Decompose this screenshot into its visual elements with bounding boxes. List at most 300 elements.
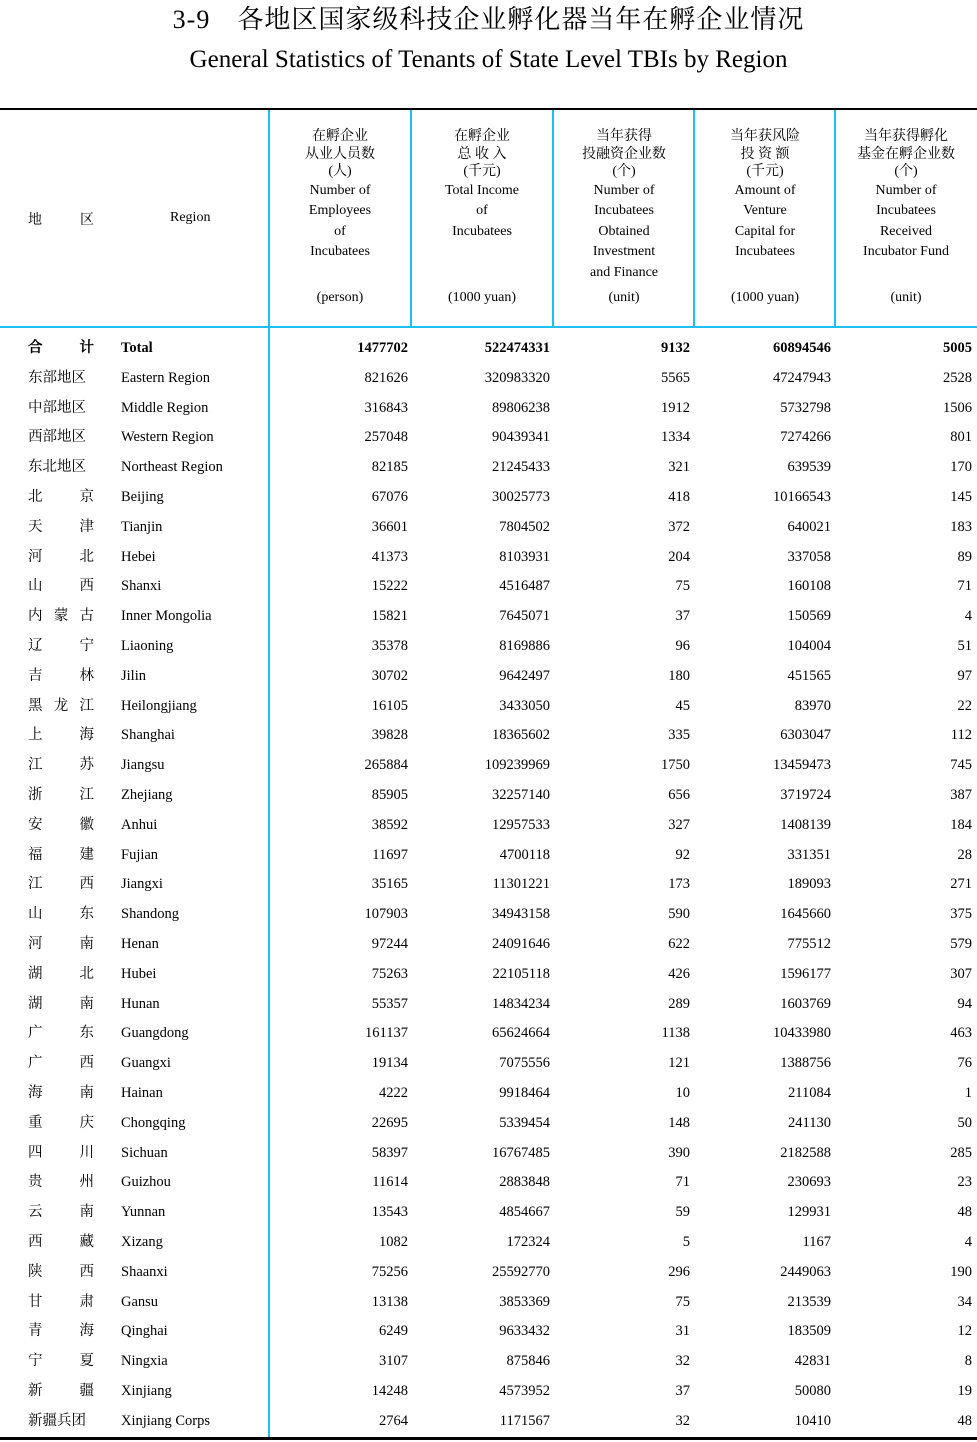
table-row [0, 1018, 977, 1048]
region-cn-text: 宁 [28, 1353, 43, 1370]
region-cn-text: 京 [79, 489, 94, 505]
column-header-en-line: Capital for [734, 223, 796, 239]
cell-value: 75 [675, 1293, 690, 1310]
column-header-en-line: Number of [593, 182, 655, 198]
region-en: Ningxia [121, 1353, 168, 1370]
region-cn-text: 广 [28, 1055, 43, 1072]
cell-value: 7075556 [499, 1055, 550, 1072]
region-cn-text: 东北地区 [28, 459, 86, 476]
region-cn [28, 1048, 94, 1078]
table-row [0, 1346, 977, 1376]
cell-value: 1 [964, 1085, 972, 1101]
region-cn-text: 津 [79, 518, 94, 535]
region-cn-text: 河 [28, 936, 43, 952]
region-cn-text: 东 [79, 1025, 94, 1042]
region-cn-text: 庆 [79, 1114, 94, 1131]
cell-value: 65624664 [492, 1025, 550, 1042]
cell-value: 320983320 [484, 369, 550, 386]
region-en: Western Region [121, 429, 214, 446]
cell-value: 9132 [661, 340, 690, 356]
cell-value: 21245433 [492, 459, 550, 476]
region-cn [28, 840, 94, 870]
cell-value: 37 [675, 608, 690, 625]
region-en: Guizhou [121, 1174, 171, 1191]
table-row [0, 780, 977, 810]
cell-value: 656 [668, 787, 690, 803]
cell-value: 5 [682, 1234, 690, 1250]
region-en: Yunnan [121, 1204, 166, 1221]
cell-value: 15821 [371, 608, 408, 625]
table-row [0, 542, 977, 572]
cell-value: 1603769 [780, 995, 831, 1012]
region-cn [28, 989, 94, 1019]
region-cn [28, 959, 94, 989]
table-row [0, 1316, 977, 1346]
region-en: Hunan [121, 995, 160, 1012]
cell-value: 172324 [506, 1234, 550, 1250]
header-region-cn-char: 区 [80, 213, 94, 228]
region-cn [28, 1227, 94, 1257]
region-cn [28, 929, 94, 959]
region-cn-text: 山 [28, 578, 43, 595]
cell-value: 1334 [661, 429, 690, 446]
region-cn-text: 苏 [79, 757, 94, 774]
region-cn [28, 1406, 94, 1436]
region-cn-text: 浙 [28, 787, 43, 803]
cell-value: 375 [950, 906, 972, 923]
region-cn [28, 899, 94, 929]
region-en: Hebei [121, 548, 156, 565]
region-cn-text: 广 [28, 1025, 43, 1042]
cell-value: 22 [957, 697, 972, 714]
column-header-unit: (1000 yuan) [447, 290, 517, 305]
table-row [0, 840, 977, 870]
region-cn-text: 中部地区 [28, 399, 86, 416]
cell-value: 190 [950, 1263, 972, 1280]
table-row [0, 1078, 977, 1108]
cell-value: 5005 [943, 340, 972, 356]
cell-value: 418 [668, 489, 690, 505]
cell-value: 3853369 [499, 1293, 550, 1310]
cell-value: 189093 [787, 876, 831, 893]
cell-value: 170 [950, 459, 972, 476]
region-cn-text: 肃 [79, 1293, 94, 1310]
table-row [0, 720, 977, 750]
cell-value: 241130 [788, 1114, 831, 1131]
cell-value: 59 [675, 1204, 690, 1221]
region-cn-text: 西部地区 [28, 429, 86, 446]
region-cn-text: 北 [28, 489, 43, 505]
cell-value: 109239969 [484, 757, 550, 774]
cell-value: 104004 [787, 638, 831, 654]
cell-value: 213539 [787, 1293, 831, 1310]
region-en: Jiangsu [121, 757, 165, 774]
column-header-en-line: Investment [592, 244, 656, 259]
column-header-en-line: Number of [309, 182, 371, 198]
region-cn [28, 482, 94, 512]
region-cn-text: 南 [79, 936, 94, 952]
region-cn-text: 黑 [28, 697, 43, 714]
region-cn-text: 川 [79, 1144, 94, 1161]
cell-value: 32257140 [492, 787, 550, 803]
column-header-en-line: Total Income [444, 182, 520, 198]
region-en: Henan [121, 936, 159, 952]
cell-value: 4 [964, 1234, 972, 1250]
cell-value: 775512 [787, 936, 831, 952]
region-cn [28, 750, 94, 780]
cell-value: 14834234 [492, 995, 550, 1012]
region-en: Heilongjiang [121, 697, 197, 714]
cell-value: 85905 [371, 787, 408, 803]
table-row [0, 929, 977, 959]
region-cn [28, 780, 94, 810]
cell-value: 35165 [371, 876, 408, 893]
region-cn-text: 安 [28, 816, 43, 833]
cell-value: 96 [675, 638, 690, 654]
region-en: Jilin [121, 667, 146, 684]
table-row [0, 959, 977, 989]
cell-value: 9918464 [499, 1085, 550, 1101]
region-en: Jiangxi [121, 876, 163, 893]
column-header [412, 128, 552, 305]
table-row [0, 1406, 977, 1436]
cell-value: 67076 [371, 489, 408, 505]
region-cn-text: 云 [28, 1204, 43, 1221]
region-cn [28, 1376, 94, 1406]
column-header [836, 128, 976, 305]
column-header-unit: (1000 yuan) [730, 290, 800, 305]
column-header-cn-line: 当年获风险 [730, 129, 800, 144]
cell-value: 75 [675, 578, 690, 595]
region-cn [28, 601, 94, 631]
column-header [270, 128, 410, 305]
cell-value: 5732798 [780, 399, 831, 416]
cell-value: 148 [668, 1114, 690, 1131]
region-en: Chongqing [121, 1114, 186, 1131]
region-en: Tianjin [121, 518, 163, 535]
cell-value: 37 [675, 1383, 690, 1399]
column-header-cn-line: 投融资企业数 [582, 146, 666, 162]
cell-value: 10 [675, 1085, 690, 1101]
table-row [0, 661, 977, 691]
cell-value: 2182588 [780, 1144, 831, 1161]
region-cn [28, 422, 94, 452]
table-bottom-rule [0, 1437, 977, 1440]
region-en: Middle Region [121, 399, 209, 416]
column-header-unit: (unit) [890, 290, 922, 305]
cell-value: 271 [950, 876, 972, 893]
cell-value: 4222 [379, 1085, 408, 1101]
cell-value: 426 [668, 965, 690, 982]
cell-value: 50 [957, 1114, 972, 1131]
table-row [0, 989, 977, 1019]
cell-value: 14248 [371, 1383, 408, 1399]
cell-value: 32 [675, 1412, 690, 1429]
cell-value: 12 [957, 1323, 972, 1340]
region-cn-text: 江 [79, 787, 94, 803]
cell-value: 8169886 [499, 638, 550, 654]
region-cn-text: 东 [79, 906, 94, 923]
region-cn-text: 建 [79, 846, 94, 863]
column-header-cn-line: 从业人员数 [305, 146, 375, 162]
region-en: Hubei [121, 965, 157, 982]
region-cn [28, 1018, 94, 1048]
cell-value: 1912 [661, 399, 690, 416]
cell-value: 337058 [787, 548, 831, 565]
page-title-en: General Statistics of Tenants of State Level TBIs by Region [189, 46, 788, 73]
cell-value: 15222 [371, 578, 408, 595]
cell-value: 1082 [379, 1234, 408, 1250]
region-cn [28, 1078, 94, 1108]
table-row [0, 571, 977, 601]
table-row [0, 1048, 977, 1078]
region-en: Sichuan [121, 1144, 168, 1161]
region-cn [28, 1197, 94, 1227]
page-title-cn: 3-9 各地区国家级科技企业孵化器当年在孵企业情况 [172, 5, 805, 34]
cell-value: 55357 [371, 995, 408, 1012]
cell-value: 25592770 [492, 1263, 550, 1280]
cell-value: 372 [668, 518, 690, 535]
cell-value: 38592 [371, 816, 408, 833]
cell-value: 47247943 [773, 369, 831, 386]
region-cn-text: 湖 [28, 965, 43, 982]
cell-value: 41373 [371, 548, 408, 565]
table-row [0, 393, 977, 423]
region-cn-text: 南 [79, 1204, 94, 1221]
region-cn-text: 江 [28, 757, 43, 774]
cell-value: 11614 [372, 1174, 408, 1191]
region-cn [28, 542, 94, 572]
region-en: Xinjiang [121, 1383, 172, 1399]
region-en: Hainan [121, 1085, 163, 1101]
region-cn-text: 南 [79, 1085, 94, 1101]
cell-value: 22695 [371, 1114, 408, 1131]
column-header-en-line: Incubatees [594, 203, 654, 218]
region-cn-text: 四 [28, 1144, 43, 1161]
column-header [554, 128, 694, 305]
region-cn [28, 333, 94, 363]
region-cn [28, 1138, 94, 1168]
column-header-cn-line: (千元) [463, 164, 501, 179]
region-en: Guangdong [121, 1025, 189, 1042]
region-cn-text: 南 [79, 995, 94, 1012]
table-row [0, 422, 977, 452]
region-cn-text: 辽 [28, 638, 43, 654]
region-cn [28, 1346, 94, 1376]
cell-value: 90439341 [492, 429, 550, 446]
table-row [0, 810, 977, 840]
region-cn-text: 疆 [79, 1383, 94, 1399]
region-cn-text: 西 [79, 578, 94, 595]
region-en: Zhejiang [121, 787, 173, 803]
column-header-cn-line: (个) [894, 164, 918, 179]
table-row [0, 1167, 977, 1197]
table-row [0, 333, 977, 363]
region-cn-text: 河 [28, 548, 43, 565]
region-en: Total [121, 340, 153, 356]
cell-value: 7645071 [499, 608, 550, 625]
cell-value: 42831 [794, 1353, 831, 1370]
column-header-en-line: Incubatees [735, 244, 795, 259]
cell-value: 335 [668, 727, 690, 744]
region-cn-text: 计 [79, 340, 94, 356]
header-region-cn [28, 209, 94, 229]
cell-value: 321 [668, 459, 690, 476]
cell-value: 387 [950, 787, 972, 803]
region-cn-text: 西 [79, 1055, 94, 1072]
region-cn-text: 新疆兵团 [28, 1412, 86, 1429]
region-cn-text: 州 [79, 1174, 94, 1191]
cell-value: 1645660 [780, 906, 831, 923]
cell-value: 1408139 [780, 816, 831, 833]
cell-value: 97 [957, 667, 972, 684]
column-header-cn-line: 当年获得 [596, 129, 652, 144]
cell-value: 145 [950, 489, 972, 505]
cell-value: 94 [957, 995, 972, 1012]
cell-value: 22105118 [492, 965, 550, 982]
column-header-en-line: Employees [308, 203, 372, 218]
cell-value: 76 [957, 1055, 972, 1072]
cell-value: 331351 [787, 846, 831, 863]
column-header-cn-line: 基金在孵企业数 [857, 146, 955, 162]
cell-value: 28 [957, 846, 972, 863]
cell-value: 204 [668, 548, 690, 565]
column-header-unit: (person) [316, 290, 364, 305]
region-en: Eastern Region [121, 369, 210, 386]
column-header-cn-line: 当年获得孵化 [864, 129, 948, 144]
cell-value: 48 [957, 1412, 972, 1429]
region-cn-text: 西 [28, 1234, 43, 1250]
region-cn-text: 海 [28, 1085, 43, 1101]
cell-value: 463 [950, 1025, 972, 1042]
cell-value: 4700118 [499, 846, 550, 863]
table-row [0, 691, 977, 721]
header-region-en: Region [170, 210, 211, 225]
cell-value: 6303047 [780, 727, 831, 744]
cell-value: 89 [957, 548, 972, 565]
column-header-cn-line: (个) [612, 164, 636, 179]
cell-value: 265884 [364, 757, 408, 774]
cell-value: 7804502 [499, 518, 550, 535]
cell-value: 289 [668, 995, 690, 1012]
cell-value: 18365602 [492, 727, 550, 744]
region-en: Anhui [121, 816, 158, 833]
cell-value: 327 [668, 816, 690, 833]
cell-value: 1167 [802, 1234, 831, 1250]
region-en: Liaoning [121, 638, 174, 654]
region-cn [28, 691, 94, 721]
cell-value: 307 [950, 965, 972, 982]
cell-value: 36601 [371, 518, 408, 535]
region-cn-text: 宁 [79, 638, 94, 654]
region-cn [28, 571, 94, 601]
region-cn-text: 西 [79, 1263, 94, 1280]
region-cn-text: 徽 [79, 816, 94, 833]
region-cn-text: 贵 [28, 1174, 43, 1191]
cell-value: 35378 [371, 638, 408, 654]
cell-value: 11301221 [492, 876, 550, 893]
column-header-en-line: of [476, 203, 488, 218]
header-bottom-rule [0, 326, 977, 328]
region-en: Northeast Region [121, 459, 223, 476]
region-en: Fujian [121, 846, 159, 863]
cell-value: 622 [668, 936, 690, 952]
cell-value: 16105 [371, 697, 408, 714]
region-cn-text: 古 [79, 608, 94, 625]
column-header-cn-line: 在孵企业 [454, 129, 510, 144]
region-en: Guangxi [121, 1055, 171, 1072]
region-cn [28, 363, 94, 393]
region-cn-text: 蒙 [53, 608, 69, 625]
cell-value: 129931 [787, 1204, 831, 1221]
region-cn [28, 720, 94, 750]
cell-value: 50080 [794, 1383, 831, 1399]
cell-value: 10166543 [773, 489, 831, 505]
cell-value: 1171567 [499, 1412, 550, 1429]
region-en: Gansu [121, 1293, 159, 1310]
cell-value: 5339454 [499, 1114, 550, 1131]
region-en: Shandong [121, 906, 179, 923]
cell-value: 75256 [371, 1263, 408, 1280]
cell-value: 161137 [365, 1025, 408, 1042]
cell-value: 13138 [371, 1293, 408, 1310]
table-row [0, 482, 977, 512]
cell-value: 75263 [371, 965, 408, 982]
cell-value: 2528 [943, 369, 972, 386]
cell-value: 8103931 [499, 548, 550, 565]
region-cn-text: 湖 [28, 995, 43, 1012]
cell-value: 1596177 [780, 965, 831, 982]
region-cn [28, 1316, 94, 1346]
cell-value: 11697 [372, 846, 408, 863]
cell-value: 16767485 [492, 1144, 550, 1161]
cell-value: 4854667 [499, 1204, 550, 1221]
cell-value: 107903 [364, 906, 408, 923]
cell-value: 19134 [371, 1055, 408, 1072]
region-cn-text: 上 [28, 727, 43, 744]
region-en: Shanxi [121, 578, 162, 595]
cell-value: 6249 [379, 1323, 408, 1340]
table-row [0, 1287, 977, 1317]
region-cn-text: 合 [28, 340, 43, 356]
column-header-en-line: of [334, 223, 346, 239]
region-cn [28, 1257, 94, 1287]
cell-value: 89806238 [492, 399, 550, 416]
cell-value: 58397 [371, 1144, 408, 1161]
cell-value: 3719724 [780, 787, 831, 803]
cell-value: 184 [950, 816, 972, 833]
cell-value: 51 [957, 638, 972, 654]
cell-value: 745 [950, 757, 972, 774]
cell-value: 1388756 [780, 1055, 831, 1072]
column-header [695, 128, 835, 305]
cell-value: 2449063 [780, 1263, 831, 1280]
cell-value: 31 [675, 1323, 690, 1340]
cell-value: 71 [957, 578, 972, 595]
table-row [0, 631, 977, 661]
cell-value: 640021 [787, 518, 831, 535]
cell-value: 3433050 [499, 697, 550, 714]
cell-value: 2764 [379, 1412, 408, 1429]
table-row [0, 1376, 977, 1406]
region-en: Shanghai [121, 727, 175, 744]
region-cn-text: 林 [79, 667, 94, 684]
header-region-cn-char: 地 [28, 213, 42, 228]
cell-value: 4573952 [499, 1383, 550, 1399]
cell-value: 48 [957, 1204, 972, 1221]
cell-value: 34 [957, 1293, 972, 1310]
table-row [0, 512, 977, 542]
